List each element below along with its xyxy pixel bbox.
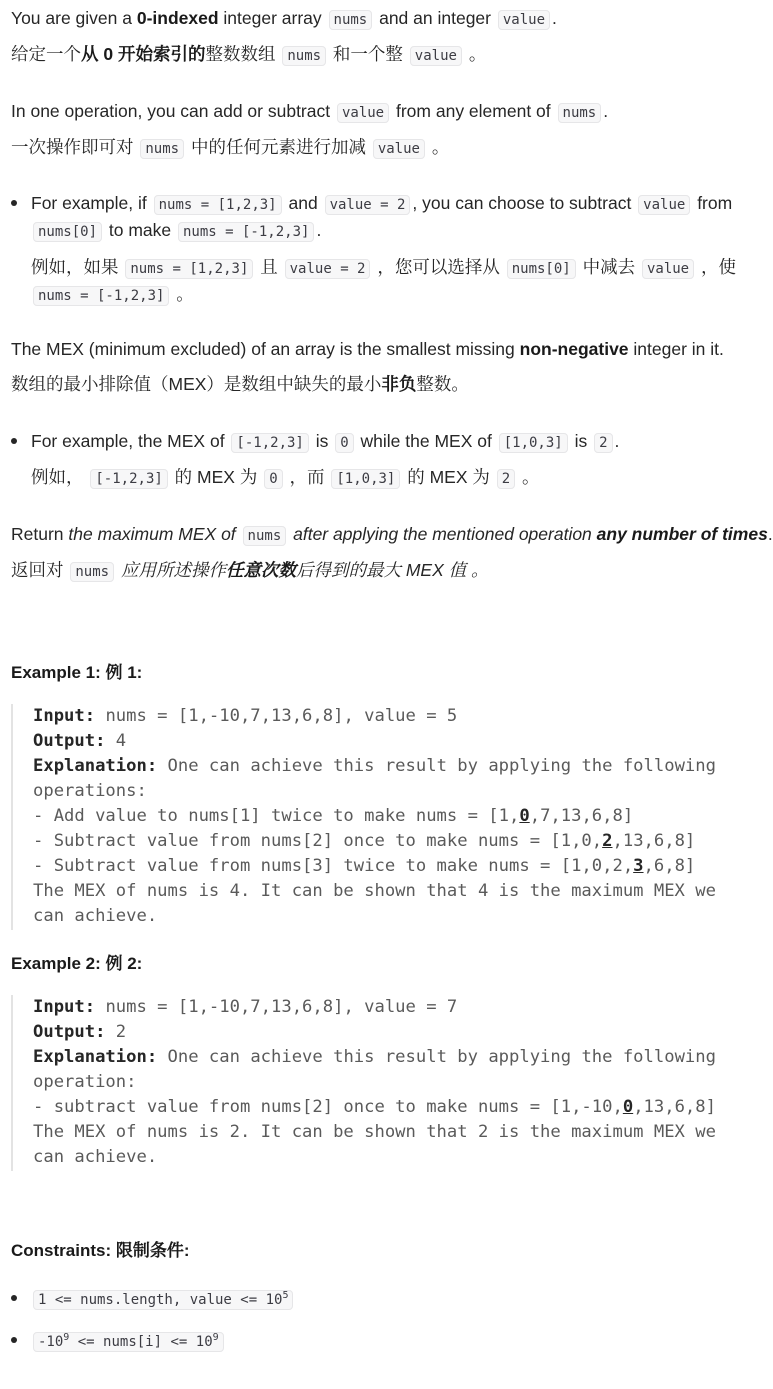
text: is [569,431,593,451]
output-value: 2 [105,1022,127,1042]
bullet-dot [11,200,17,206]
inline-code: value = 2 [325,195,411,215]
step-text: ,7,13,6,8] [529,806,634,826]
conclusion-text: can achieve. [33,906,158,926]
text: ，而 [284,467,330,487]
text: 。 [517,467,540,487]
step-text: - Subtract value from nums[3] twice to make nums = [1,0,2, [33,856,634,876]
example-2-heading: Example 2: 例 2: [11,954,143,973]
mex-paragraph [11,338,724,360]
operation-paragraph-cn [11,136,449,160]
example-1-heading: Example 1: 例 1: [11,663,143,682]
text: 整数。 [416,374,469,394]
text: 的 MEX 为 [169,467,263,487]
inline-code: value = 2 [285,259,371,279]
example-bullet-line-1 [31,192,732,216]
inline-code: nums = [1,2,3] [125,259,253,279]
text: 。 [426,137,450,157]
changed-value: 0 [622,1097,634,1117]
italic-text: 应用所述操作 [116,560,226,580]
input-label: Input: [33,997,96,1017]
text: while the MEX of [355,431,497,451]
input-label: Input: [33,706,96,726]
mex-example-line-cn [31,466,540,490]
conclusion-text: can achieve. [33,1147,158,1167]
conclusion-text: The MEX of nums is 2. It can be shown that 2 is the maximum MEX we [33,1122,716,1142]
text: . [552,8,557,28]
return-paragraph-cn [11,559,488,583]
inline-code: nums [70,562,114,582]
text: . [767,524,773,544]
text: 中减去 [577,257,640,277]
inline-code: 2 [594,433,612,453]
explanation-text: operations: [33,781,147,801]
step-text: - Subtract value from nums[2] once to make nums = [1,0, [33,831,603,851]
bold-italic-text: any number of times [596,524,768,544]
text: , you can choose to subtract [412,193,637,213]
italic-text: 后得到的最大 MEX 值 。 [295,560,489,580]
text: Return [11,524,69,544]
text: 例如， [31,467,89,487]
text: 中的任何元素进行加减 [186,137,371,157]
operation-paragraph [11,100,608,124]
intro-paragraph [11,7,557,31]
output-label: Output: [33,731,106,751]
text: . [603,101,609,121]
step-text: - subtract value from nums[2] once to make nums = [1,-10, [33,1097,623,1117]
text: integer array [218,8,327,28]
example-bullet-cn-line-1 [31,256,736,280]
text: ，您可以选择从 [372,257,505,277]
bold-text: 非负 [381,374,417,394]
output-value: 4 [105,731,127,751]
example-1-block [11,704,751,930]
text: 例如，如果 [31,257,124,277]
inline-code: value [373,139,425,159]
constraints-heading: Constraints: 限制条件: [11,1241,190,1260]
explanation-text: operation: [33,1072,137,1092]
inline-code: 0 [264,469,282,489]
inline-code [33,1332,224,1352]
text: from [692,193,733,213]
explanation-text: One can achieve this result by applying the following [157,756,716,776]
text: For example, if [31,193,152,213]
inline-code: [-1,2,3] [90,469,167,489]
code-text: -10 [38,1334,64,1350]
text: 数组的最小排除值（MEX）是数组中缺失的最小 [11,374,382,394]
mex-paragraph-cn [11,373,469,395]
superscript: 9 [63,1332,70,1343]
inline-code: nums = [-1,2,3] [33,286,169,306]
changed-value: 0 [519,806,530,826]
changed-value: 3 [633,856,644,876]
code-text: <= nums[i] <= 10 [69,1334,213,1350]
text: 给定一个 [11,44,81,64]
text: and an integer [374,8,496,28]
constraint-1 [31,1287,295,1311]
text: 返回对 [11,560,69,580]
text: . [316,220,322,240]
explanation-label: Explanation: [33,1047,158,1067]
text: and [283,193,323,213]
text: 和一个整 [328,44,408,64]
text: 整数数组 [205,44,281,64]
example-bullet-cn-line-2 [31,283,194,307]
example-bullet-line-2 [31,219,321,243]
intro-paragraph-cn [11,43,486,67]
conclusion-text: The MEX of nums is 4. It can be shown that 4 is the maximum MEX we [33,881,716,901]
text: For example, the MEX of [31,431,230,451]
text: integer in it. [628,339,724,359]
output-label: Output: [33,1022,106,1042]
text: . [614,431,620,451]
input-value: nums = [1,-10,7,13,6,8], value = 7 [95,997,458,1017]
text: 一次操作即可对 [11,137,139,157]
step-text: ,13,6,8] [633,1097,716,1117]
text: In one operation, you can add or subtract [11,101,335,121]
text: ，使 [696,257,736,277]
step-text: ,13,6,8] [612,831,696,851]
bold-text: 0-indexed [136,8,219,28]
superscript: 9 [212,1332,219,1343]
bold-italic-text: 任意次数 [225,560,296,580]
text: You are given a [11,8,137,28]
inline-code: [-1,2,3] [231,433,308,453]
text: 。 [463,44,487,64]
inline-code: nums = [-1,2,3] [178,222,314,242]
inline-code: nums [140,139,184,159]
inline-code: [1,0,3] [499,433,568,453]
example-2-block [11,995,751,1171]
text: 。 [171,284,194,304]
input-value: nums = [1,-10,7,13,6,8], value = 5 [95,706,458,726]
inline-code: value [337,103,389,123]
mex-example-line [31,430,619,454]
bullet-dot [11,1337,17,1343]
text: to make [104,220,176,240]
inline-code [33,1290,293,1310]
inline-code: nums [243,526,287,546]
inline-code: nums[0] [33,222,102,242]
inline-code: nums [329,10,373,30]
return-paragraph [11,523,773,547]
text: 且 [255,257,283,277]
inline-code: value [638,195,690,215]
inline-code: value [498,10,550,30]
constraint-2 [31,1329,226,1353]
bold-text: non-negative [519,339,629,359]
italic-text: the maximum MEX of [68,524,241,544]
inline-code: value [410,46,462,66]
inline-code: nums[0] [507,259,576,279]
explanation-label: Explanation: [33,756,158,776]
bullet-dot [11,438,17,444]
text: from any element of [391,101,556,121]
text: 的 MEX 为 [402,467,495,487]
code-text: 1 <= nums.length, value <= 10 [38,1292,283,1308]
explanation-text: One can achieve this result by applying the following [157,1047,716,1067]
step-text: - Add value to nums[1] twice to make nums = [1, [33,806,520,826]
step-text: ,6,8] [643,856,696,876]
inline-code: 2 [497,469,515,489]
bold-text: 从 0 开始索引的 [81,44,206,64]
text: The MEX (minimum excluded) of an array is the smallest missing [11,339,520,359]
inline-code: [1,0,3] [331,469,400,489]
superscript: 5 [282,1290,289,1301]
inline-code: 0 [335,433,353,453]
bullet-dot [11,1295,17,1301]
inline-code: nums [282,46,326,66]
inline-code: nums = [1,2,3] [154,195,282,215]
text: is [310,431,334,451]
inline-code: value [642,259,694,279]
inline-code: nums [558,103,602,123]
italic-text: after applying the mentioned operation [288,524,597,544]
changed-value: 2 [602,831,613,851]
